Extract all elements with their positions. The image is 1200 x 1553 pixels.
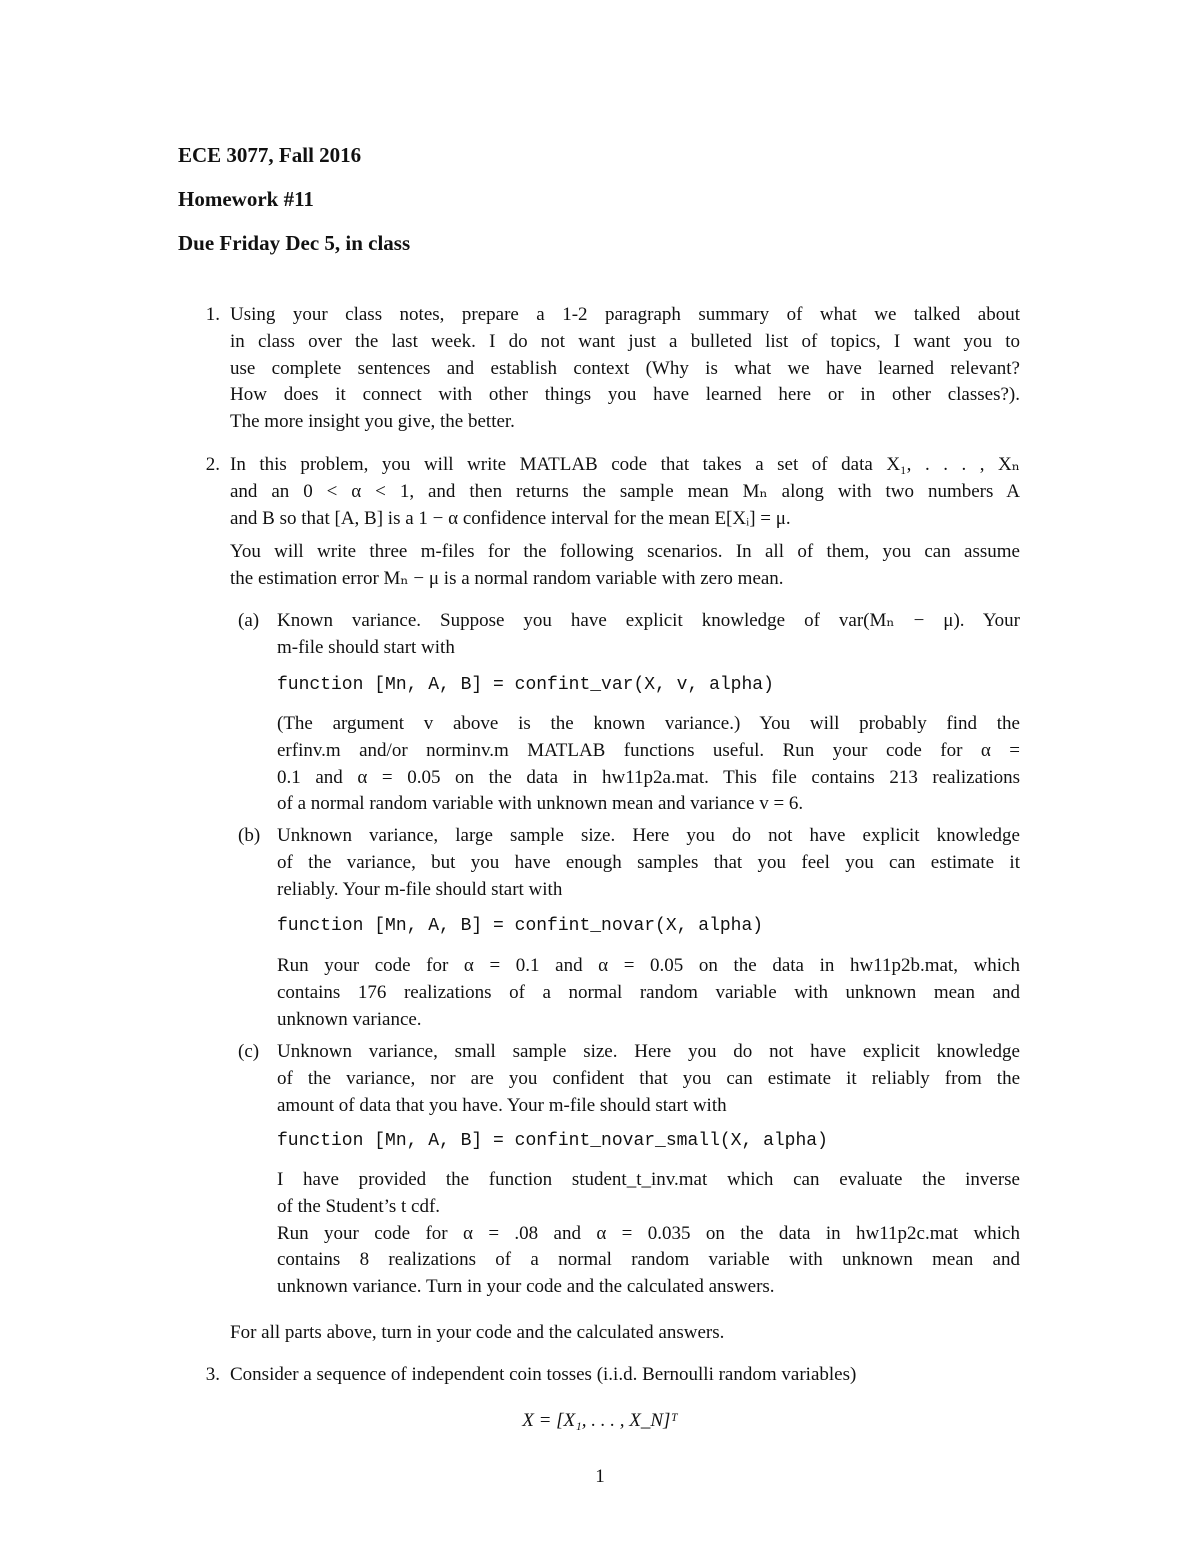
part-c-code: function [Mn, A, B] = confint_novar_small(X, alpha) [277,1131,828,1151]
problem-2-scenario-line: You will write three m-files for the following scenarios. In all of them, you can assume [230,541,1020,562]
part-c-line: of the variance, nor are you confident that you can estimate it reliably from the [277,1067,1020,1089]
problem-1-text [230,302,1020,436]
part-a-after [277,711,1020,818]
part-b-line: reliably. Your m-file should start with [277,878,563,900]
part-a-line: m-file should start with [277,636,455,658]
part-c-label: (c) [238,1041,260,1062]
part-b-line: of the variance, but you have enough samples that you feel you can estimate it [277,851,1020,873]
part-c-after-line: Run your code for α = .08 and α = 0.035 on the data in hw11p2c.mat which [277,1222,1020,1244]
problem-1-line: Using your class notes, prepare a 1-2 paragraph summary of what we talked about [230,304,1020,325]
due-date: Due Friday Dec 5, in class [178,231,411,255]
part-a-after-line: (The argument v above is the known variance.) You will probably find the [277,713,1020,734]
problem-2-closing: For all parts above, turn in your code and the calculated answers. [230,1322,725,1343]
problem-2-intro [230,452,1020,532]
part-c-after [277,1167,1020,1301]
part-c-after-line: I have provided the function student_t_inv.mat which can evaluate the inverse [277,1169,1020,1190]
problem-1-line: The more insight you give, the better. [230,411,515,433]
part-b-line: Unknown variance, large sample size. Here you do not have explicit knowledge [277,825,1020,846]
part-a-after-line: 0.1 and α = 0.05 on the data in hw11p2a.mat. This file contains 213 realizations [277,766,1020,788]
part-c-line: amount of data that you have. Your m-file should start with [277,1094,727,1116]
problem-3-equation: X = [X₁, . . . , X_N]ᵀ [522,1410,678,1431]
part-b-after-line: unknown variance. [277,1008,422,1030]
problem-2-number: 2. [205,454,220,475]
part-a-text [277,608,1020,662]
part-a-after-line: of a normal random variable with unknown mean and variance v = 6. [277,793,804,815]
problem-2-scenarios [230,539,1020,593]
part-b-code: function [Mn, A, B] = confint_novar(X, alpha) [277,916,764,936]
problem-2-intro-line: and B so that [A, B] is a 1 − α confidence interval for the mean E[Xᵢ] = μ. [230,507,791,529]
part-a-label: (a) [238,610,260,631]
course-title: ECE 3077, Fall 2016 [178,143,362,167]
part-a-line: Known variance. Suppose you have explicit knowledge of var(Mₙ − μ). Your [277,610,1020,631]
problem-2-intro-line: In this problem, you will write MATLAB code that takes a set of data X₁, . . . , Xₙ [230,454,1020,475]
part-a-after-line: erfinv.m and/or norminv.m MATLAB functions useful. Run your code for α = [277,739,1020,761]
problem-1-line: in class over the last week. I do not want just a bulleted list of topics, I want you to [230,330,1020,352]
page-number: 1 [595,1466,605,1487]
part-a-code: function [Mn, A, B] = confint_var(X, v, alpha) [277,675,774,695]
problem-2-intro-line: and an 0 < α < 1, and then returns the sample mean Mₙ along with two numbers A [230,480,1020,502]
part-c-text [277,1039,1020,1119]
problem-1-line: use complete sentences and establish context (Why is what we have learned relevant? [230,357,1020,379]
problem-3-number: 3. [205,1364,220,1385]
problem-3-text: Consider a sequence of independent coin tosses (i.i.d. Bernoulli random variables) [230,1364,857,1385]
problem-1-line: How does it connect with other things you have learned here or in other classes?). [230,384,1020,406]
homework-title: Homework #11 [178,187,314,211]
problem-1-number: 1. [205,304,220,325]
part-b-text [277,823,1020,903]
part-b-label: (b) [238,825,261,846]
problem-2-scenario-line: the estimation error Mₙ − μ is a normal random variable with zero mean. [230,567,784,589]
part-c-after-line: of the Student’s t cdf. [277,1195,441,1217]
part-b-after-line: contains 176 realizations of a normal random variable with unknown mean and [277,981,1020,1003]
part-b-after-line: Run your code for α = 0.1 and α = 0.05 on the data in hw11p2b.mat, which [277,955,1020,976]
part-c-after-line: unknown variance. Turn in your code and the calculated answers. [277,1276,775,1298]
part-c-after-line: contains 8 realizations of a normal random variable with unknown mean and [277,1249,1020,1271]
part-b-after [277,953,1020,1033]
part-c-line: Unknown variance, small sample size. Here you do not have explicit knowledge [277,1041,1020,1062]
